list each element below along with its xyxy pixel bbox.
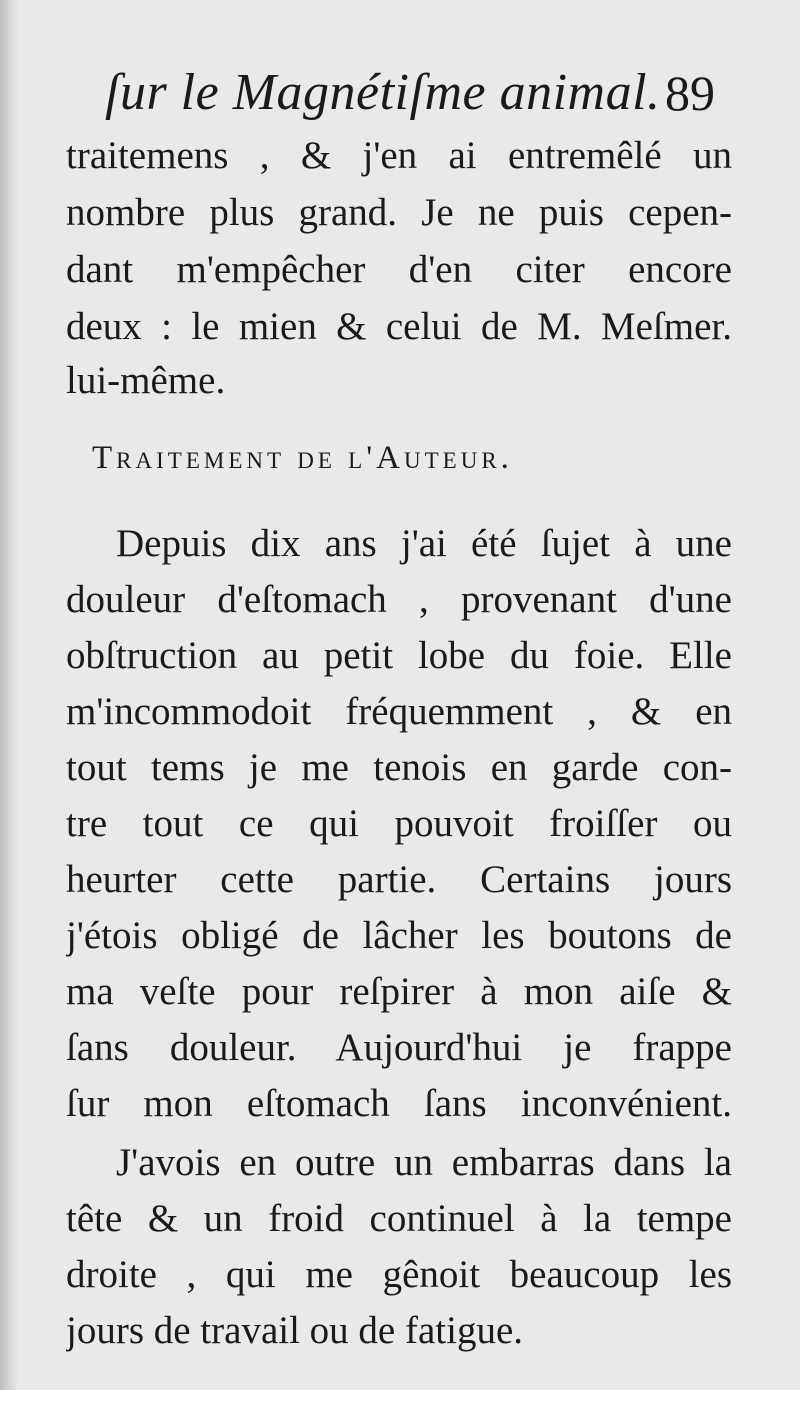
text-line: tout tems je me tenois en garde con- bbox=[66, 746, 732, 789]
text-line: m'incommodoit fréquemment , & en bbox=[66, 690, 732, 733]
text-line: droite , qui me gênoit beaucoup les bbox=[66, 1253, 732, 1296]
section-heading: Traitement de l'Auteur. bbox=[92, 440, 513, 476]
running-head: ſur le Magnétiſme animal. bbox=[105, 64, 661, 121]
text-line: douleur d'eſtomach , provenant d'une bbox=[66, 578, 732, 621]
text-line: nombre plus grand. Je ne puis cepen- bbox=[66, 191, 732, 234]
text-line: heurter cette partie. Certains jours bbox=[66, 858, 732, 901]
text-line: ſur mon eſtomach ſans inconvénient. bbox=[66, 1082, 732, 1125]
text-line: J'avois en outre un embarras dans la bbox=[116, 1141, 732, 1184]
text-line: obſtruction au petit lobe du foie. Elle bbox=[66, 634, 732, 677]
text-line: traitemens , & j'en ai entremêlé un bbox=[66, 134, 732, 177]
text-line: ſans douleur. Aujourd'hui je frappe bbox=[66, 1026, 732, 1069]
text-line: ma veſte pour reſpirer à mon aiſe & bbox=[66, 970, 732, 1013]
page-header bbox=[105, 58, 745, 128]
text-line: lui-même. bbox=[66, 359, 226, 402]
text-line: j'étois obligé de lâcher les boutons de bbox=[66, 914, 732, 957]
text-line: tre tout ce qui pouvoit froiſſer ou bbox=[66, 802, 732, 845]
text-line: jours de travail ou de fatigue. bbox=[66, 1309, 524, 1352]
text-line: tête & un froid continuel à la tempe bbox=[66, 1197, 732, 1240]
page-number: 89 bbox=[665, 65, 715, 121]
text-line: Depuis dix ans j'ai été ſujet à une bbox=[116, 522, 732, 565]
text-line: dant m'empêcher d'en citer encore bbox=[66, 248, 732, 291]
text-line: deux : le mien & celui de M. Meſmer. bbox=[66, 305, 732, 348]
